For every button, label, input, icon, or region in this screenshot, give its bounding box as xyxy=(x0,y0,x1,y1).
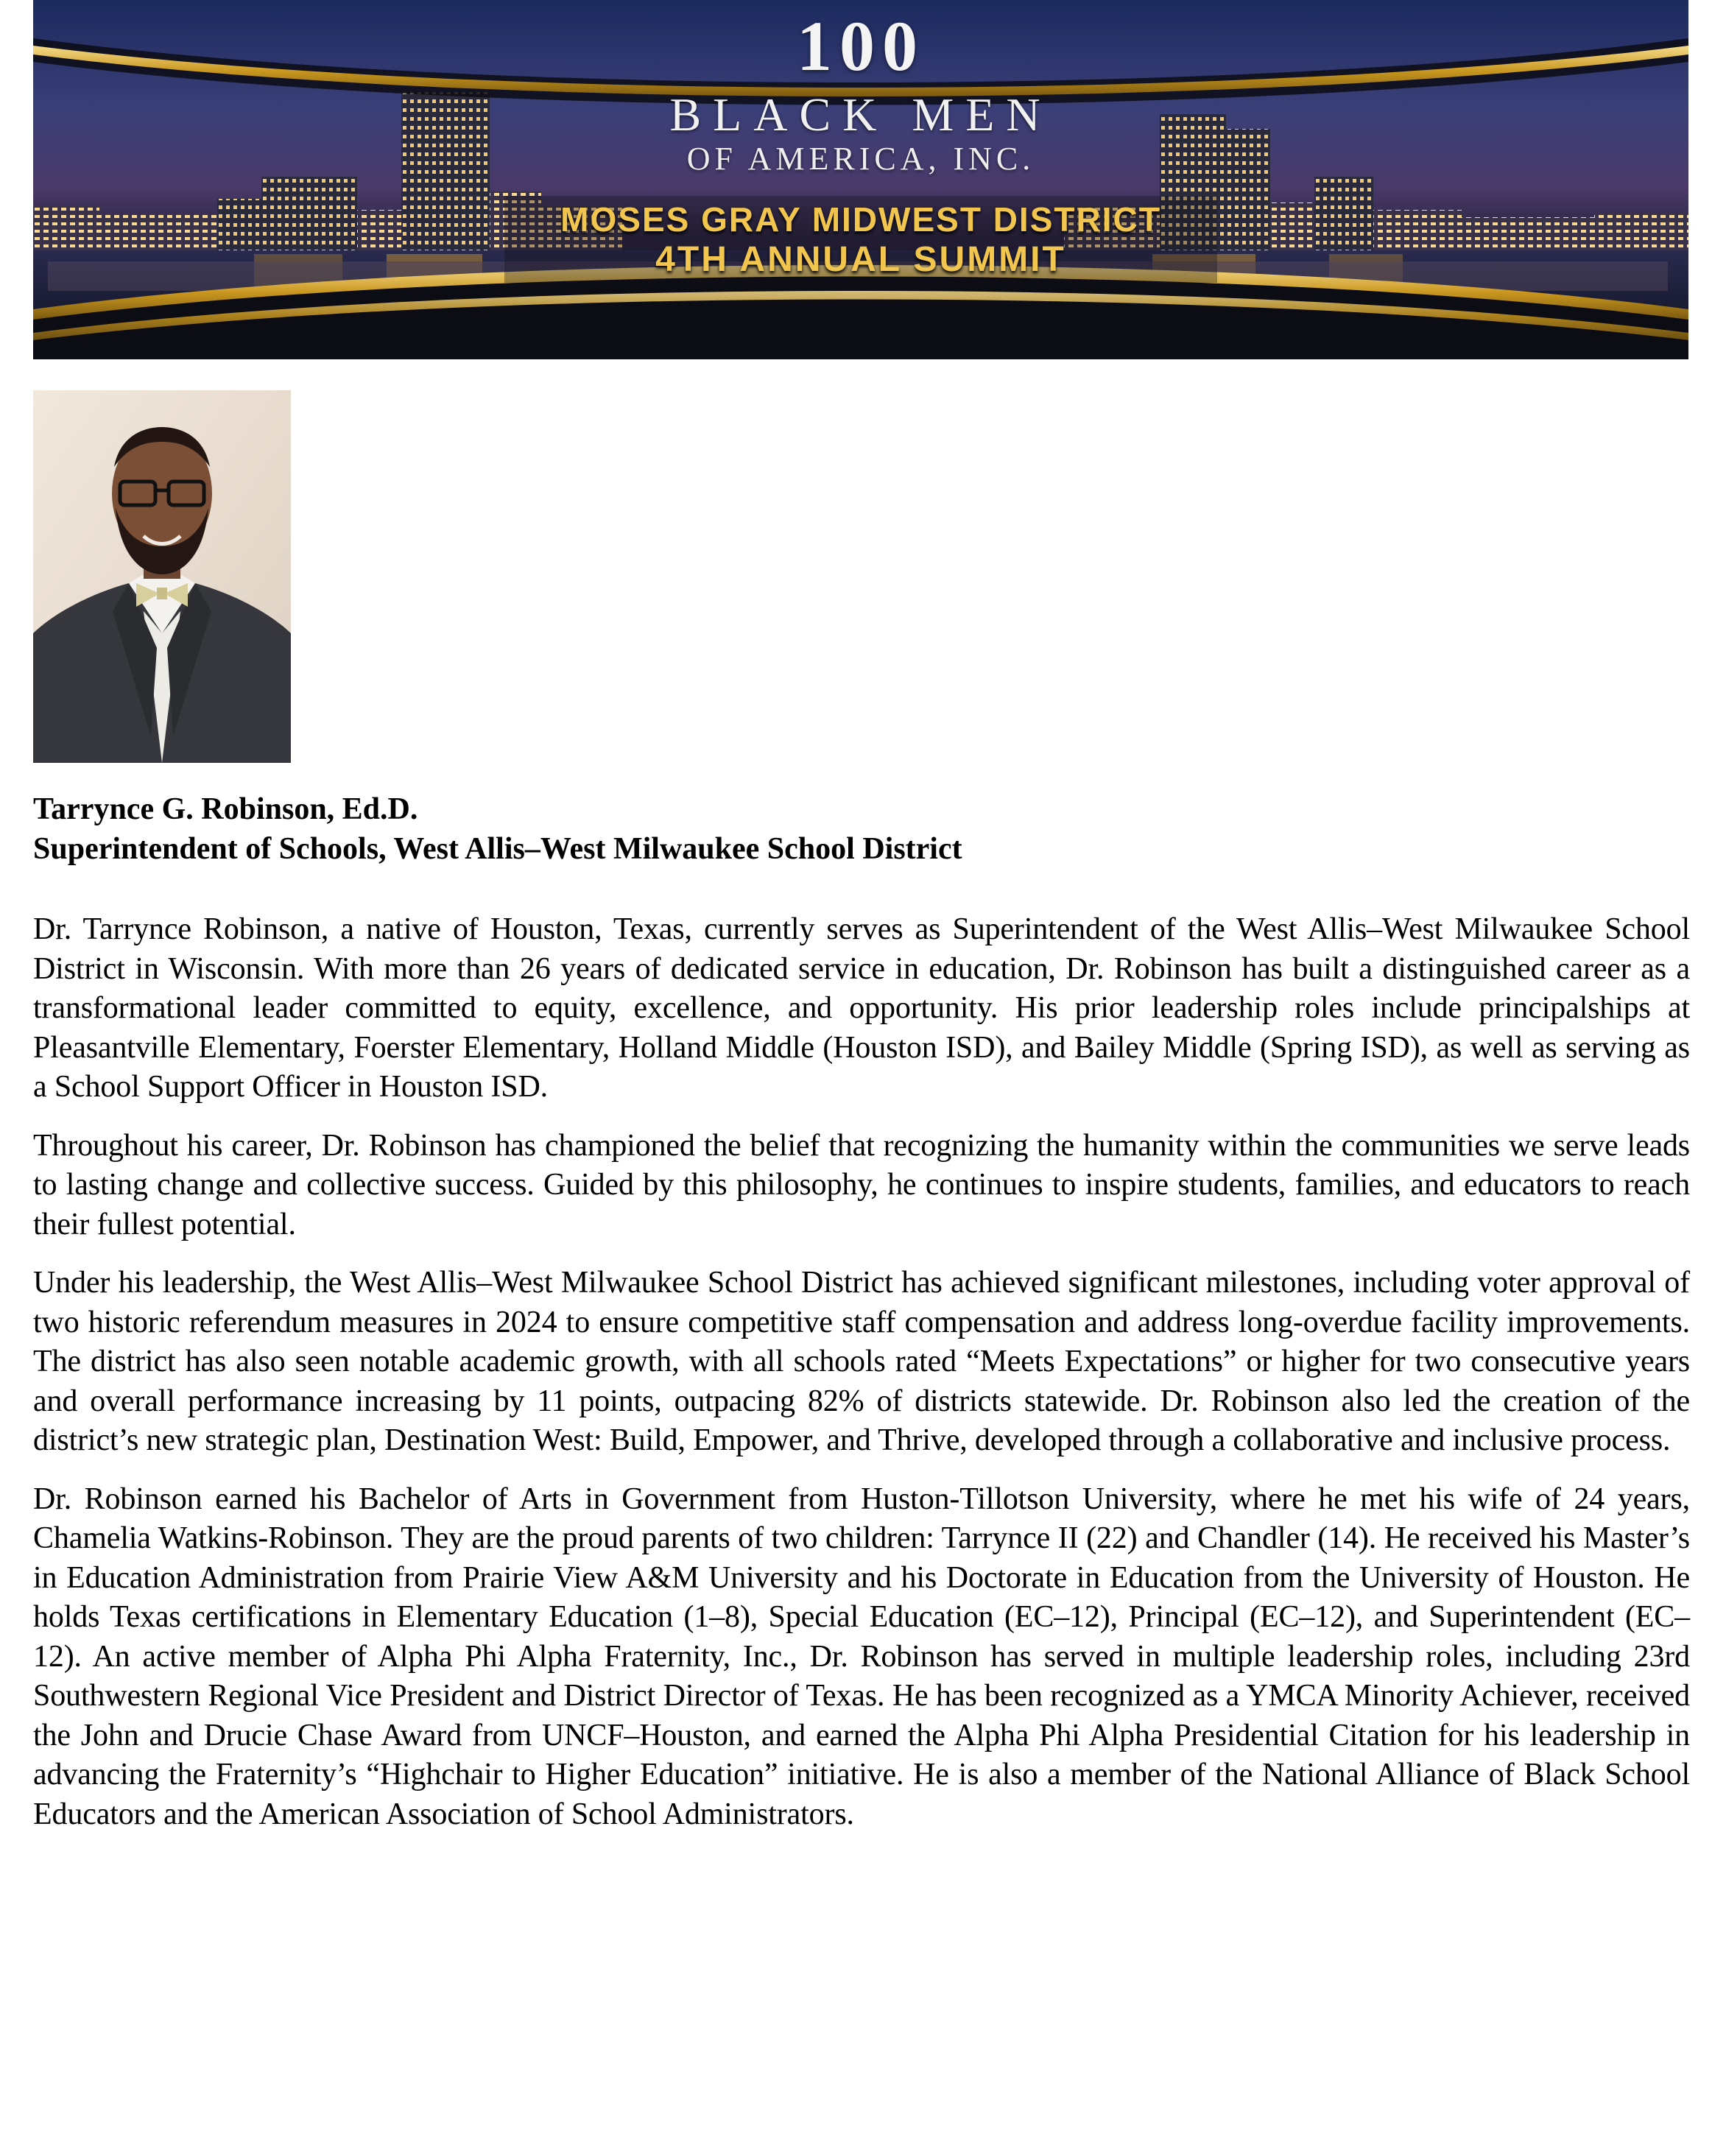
person-title: Superintendent of Schools, West Allis–West Milwaukee School District xyxy=(33,832,962,866)
event-banner xyxy=(33,0,1688,359)
portrait-photo xyxy=(33,390,291,763)
bio-paragraph-1: Dr. Tarrynce Robinson, a native of Houston, Texas, currently serves as Superintendent of the West Allis–West Milwaukee School District in Wisconsin. With more than 26 years of dedicated service in education, Dr. Robinson has built a distinguished career as a transformational leader committed to equity, excellence, and opportunity. His prior leadership roles include principalships at Pleasantville Elementary, Foerster Elementary, Holland Middle (Houston ISD), and Bailey Middle (Spring ISD), as well as serving as a School Support Officer in Houston ISD. xyxy=(33,912,1690,1104)
bio-paragraph-2: Throughout his career, Dr. Robinson has championed the belief that recognizing the humanity within the communities we serve leads to lasting change and collective success. Guided by this philosophy, he continues to inspire students, families, and educators to reach their fullest potential. xyxy=(33,1128,1690,1241)
banner-number: 100 xyxy=(797,7,925,85)
person-name: Tarrynce G. Robinson, Ed.D. xyxy=(33,792,418,826)
biography xyxy=(33,910,1690,1853)
banner-of-america: OF AMERICA, INC. xyxy=(686,141,1035,177)
bio-paragraph-3: Under his leadership, the West Allis–West Milwaukee School District has achieved significant milestones, including voter approval of two historic referendum measures in 2024 to ensure competitive staff compensation and address long-overdue facility improvements. The district has also seen notable academic growth, with all schools rated “Meets Expectations” or higher for two consecutive years and overall performance increasing by 11 points, outpacing 82% of districts statewide. Dr. Robinson also led the creation of the district’s new strategic plan, Destination West: Build, Empower, and Thrive, developed through a collaborative and inclusive process. xyxy=(33,1266,1690,1457)
banner-summit: 4TH ANNUAL SUMMIT xyxy=(655,240,1066,279)
profile-heading xyxy=(33,789,1690,869)
banner-black-men: BLACK MEN xyxy=(669,88,1052,141)
banner-district: MOSES GRAY MIDWEST DISTRICT xyxy=(560,200,1161,239)
bio-paragraph-4: Dr. Robinson earned his Bachelor of Arts in Government from Huston-Tillotson University, where he met his wife of 24 years, Chamelia Watkins-Robinson. They are the proud parents of two children: Tarrynce II (22) and Chandler (14). He received his Master’s in Education Administration from Prairie View A&M University and his Doctorate in Education from the University of Houston. He holds Texas certifications in Elementary Education (1–8), Special Education (EC–12), Principal (EC–12), and Superintendent (EC–12). An active member of Alpha Phi Alpha Fraternity, Inc., Dr. Robinson has served in multiple leadership roles, including 23rd Southwestern Regional Vice President and District Director of Texas. He has been recognized as a YMCA Minority Achiever, received the John and Drucie Chase Award from UNCF–Houston, and earned the Alpha Phi Alpha Presidential Citation for his leadership in advancing the Fraternity’s “Highchair to Higher Education” initiative. He is also a member of the National Alliance of Black School Educators and the American Association of School Administrators. xyxy=(33,1482,1690,1831)
person-portrait-illustration xyxy=(33,390,291,763)
